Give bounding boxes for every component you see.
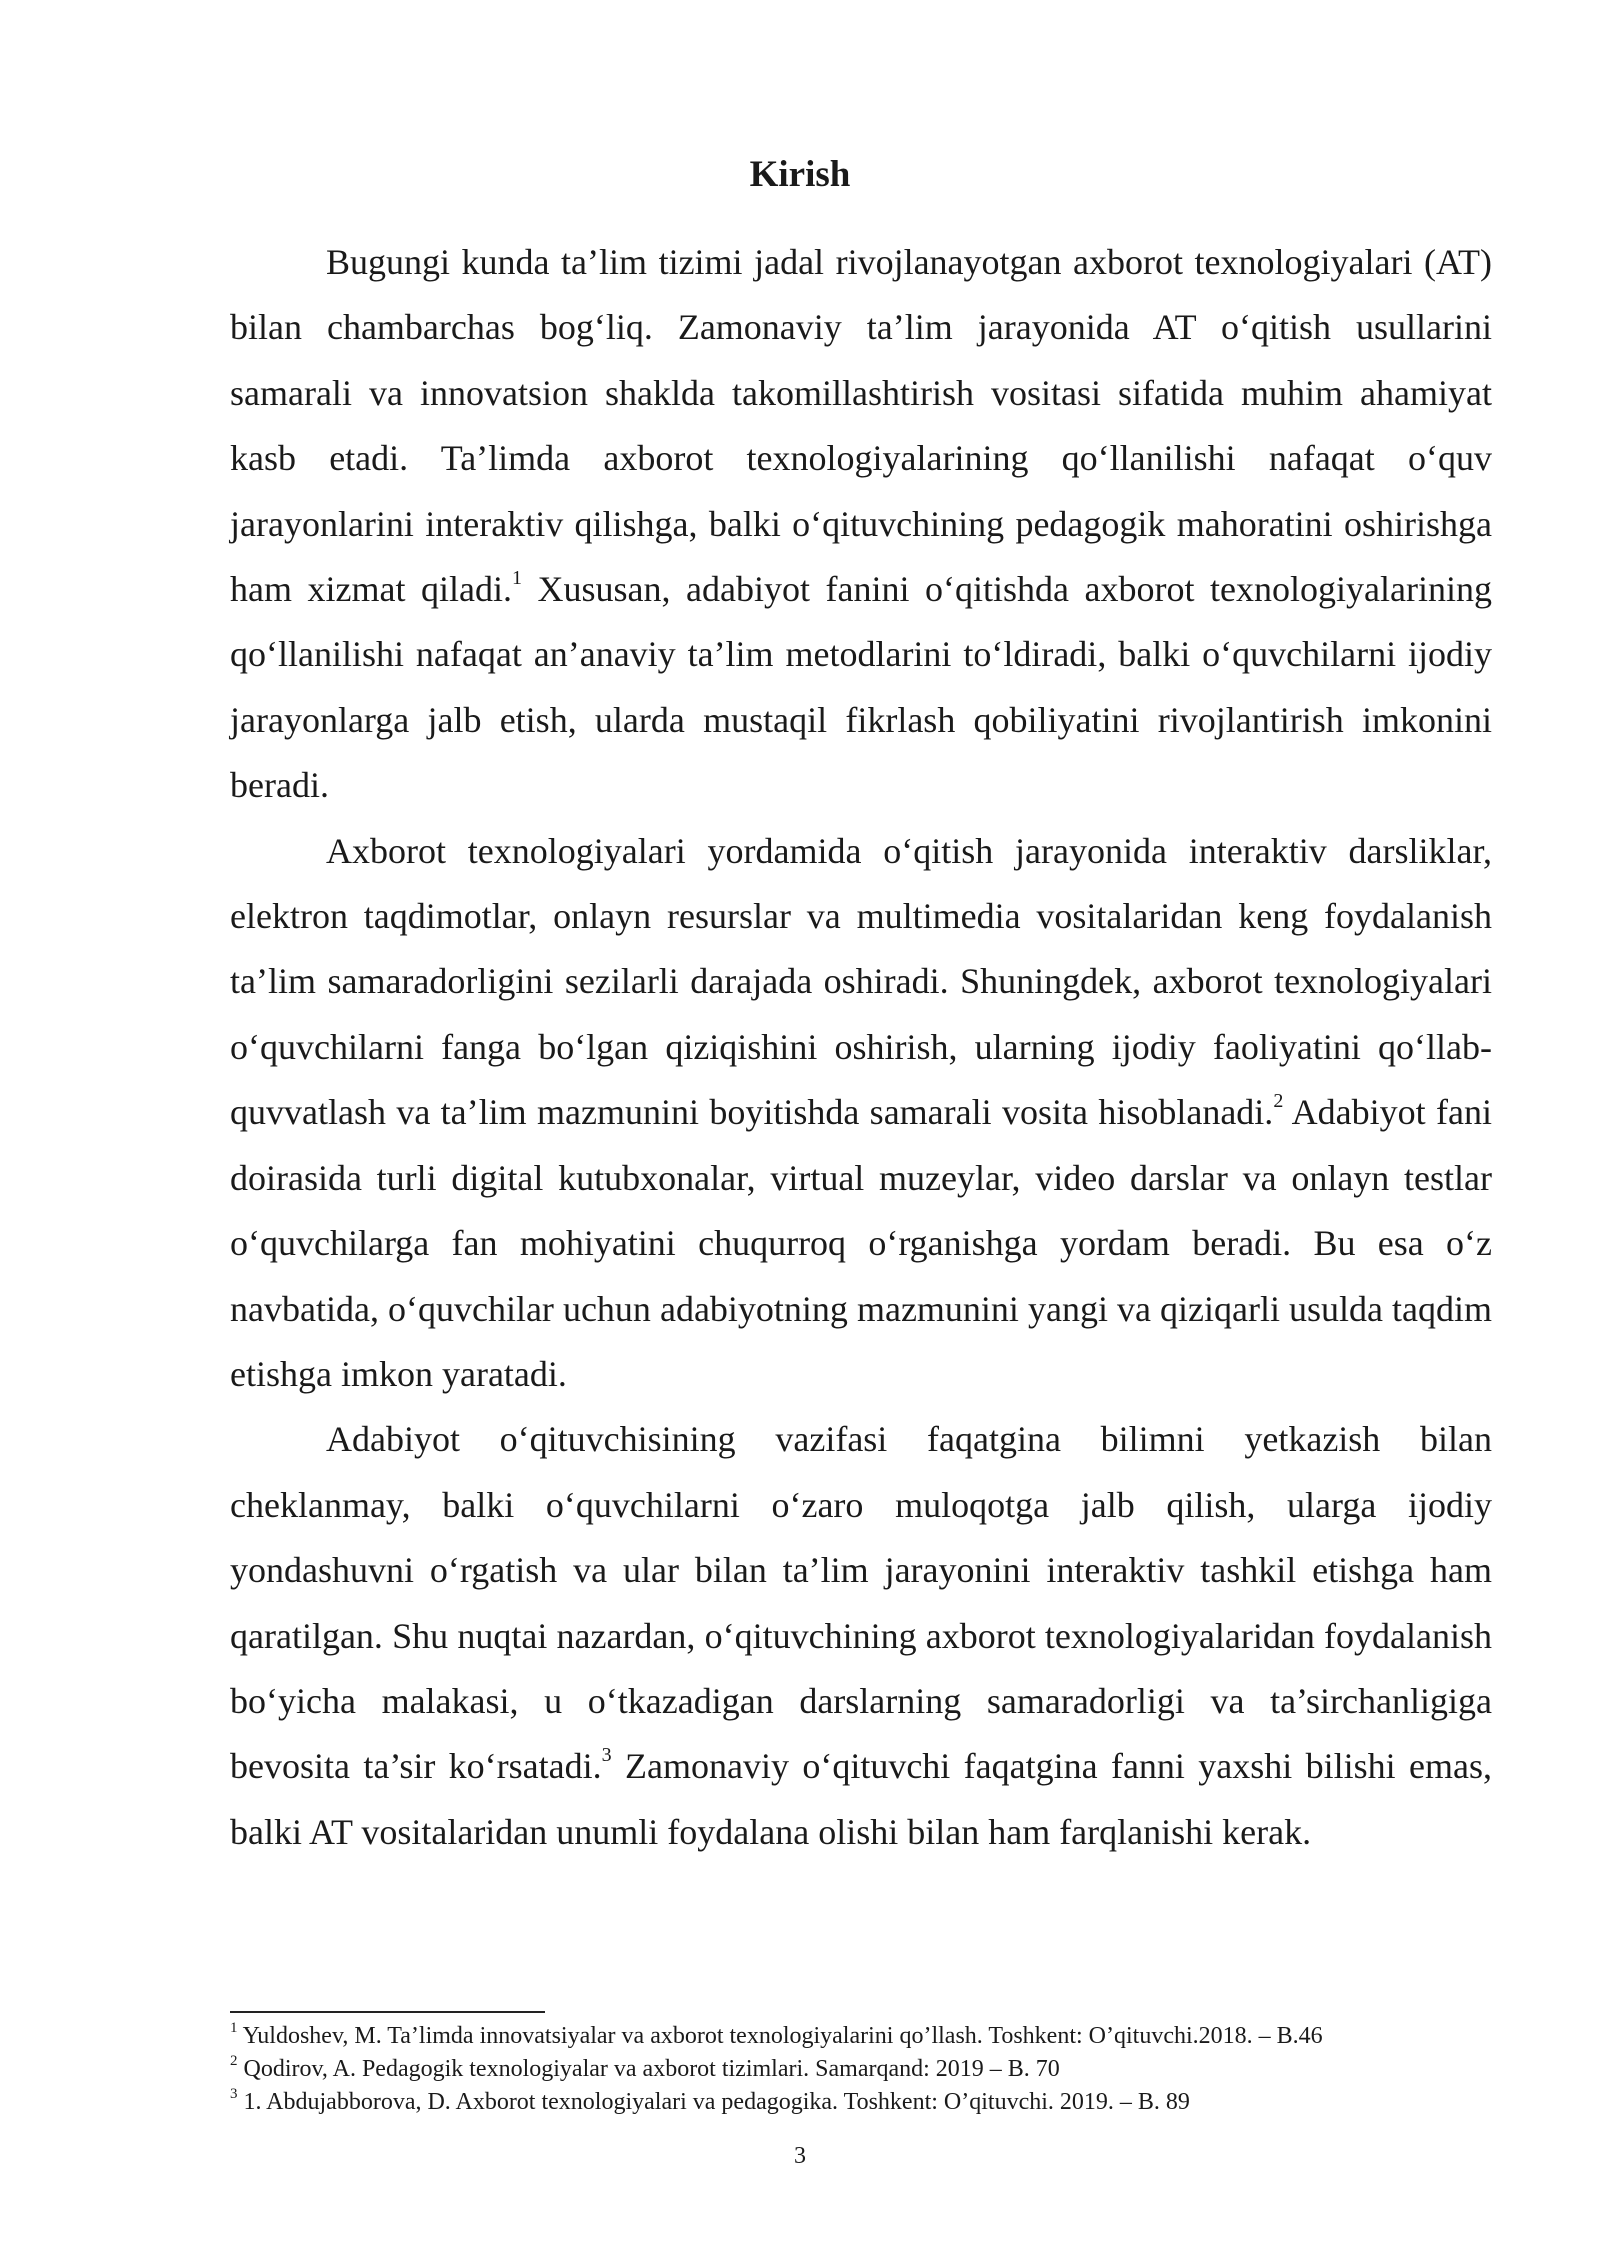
- body-text: [230, 230, 1492, 1865]
- paragraph: [230, 819, 1492, 1408]
- paragraph-text: Xususan, adabiyot fanini o‘qitishda axborot texnologiyalarining qo‘llanilishi nafaqat an’anaviy ta’lim metodlarini to‘ldiradi, balki o‘quvchilarni ijodiy jarayonlarga jalb etish, ularda mustaqil fikrlash qobiliyatini rivojlantirish imkonini beradi.: [230, 569, 1492, 806]
- footnote: [230, 2053, 1530, 2086]
- section-title: Kirish: [749, 154, 851, 195]
- paragraph-text: Zamonaviy o‘qituvchi faqatgina fanni yaxshi bilishi emas, balki AT vositalaridan unumli foydalana olishi bilan ham farqlanishi kerak.: [230, 1746, 1493, 1852]
- paragraph-text: Adabiyot o‘qituvchisining vazifasi faqatgina bilimni yetkazish bilan cheklanmay, balki o‘quvchilarni o‘zaro muloqotga jalb qilish, ularga ijodiy yondashuvni o‘rgatish va ular bilan ta’lim jarayonini interaktiv tashkil etishga ham qaratilgan. Shu nuqtai nazardan, o‘qituvchining axborot texnologiyalaridan foydalanish bo‘yicha malakasi, u o‘tkazadigan darslarning samaradorligi va ta’sirchanligiga bevosita ta’sir ko‘rsatadi.: [230, 1419, 1492, 1787]
- footnote-text: Qodirov, A. Pedagogik texnologiyalar va axborot tizimlari. Samarqand: 2019 – B. 70: [237, 2056, 1060, 2082]
- footnote-number: 2: [230, 2053, 238, 2069]
- footnote-text: Yuldoshev, M. Ta’limda innovatsiyalar va axborot texnologiyalarini qo’llash. Toshkent: O’qituvchi.2018. – B.46: [237, 2023, 1323, 2049]
- footnote: [230, 2086, 1530, 2119]
- footnote: [230, 2020, 1530, 2053]
- footnote-text: 1. Abdujabborova, D. Axborot texnologiyalari va pedagogika. Toshkent: O’qituvchi. 2019. – B. 89: [237, 2089, 1190, 2115]
- paragraph: [230, 1407, 1492, 1865]
- footnote-ref[interactable]: 2: [1273, 1090, 1284, 1113]
- paragraph: [230, 230, 1492, 819]
- footnote-number: 3: [230, 2086, 238, 2102]
- footnote-ref[interactable]: 1: [512, 567, 522, 590]
- footnote-separator: [230, 2011, 545, 2013]
- footnote-number: 1: [230, 2020, 238, 2036]
- paragraph-text: Adabiyot fani doirasida turli digital kutubxonalar, virtual muzeylar, video darslar va onlayn testlar o‘quvchilarga fan mohiyatini chuqurroq o‘rganishga yordam beradi. Bu esa o‘z navbatida, o‘quvchilar uchun adabiyotning mazmunini yangi va qiziqarli usulda taqdim etishga imkon yaratadi.: [230, 1092, 1492, 1394]
- paragraph-text: Axborot texnologiyalari yordamida o‘qitish jarayonida interaktiv darsliklar, elektron taqdimotlar, onlayn resurslar va multimedia vositalaridan keng foydalanish ta’lim samaradorligini sezilarli darajada oshiradi. Shuningdek, axborot texnologiyalari o‘quvchilarni fanga bo‘lgan qiziqishini oshirish, ularning ijodiy faoliyatini qo‘llab-quvvatlash va ta’lim mazmunini boyitishda samarali vosita hisoblanadi.: [230, 830, 1492, 1133]
- page-number: 3: [794, 2143, 806, 2169]
- footnote-ref[interactable]: 3: [601, 1744, 612, 1767]
- paragraph-text: Bugungi kunda ta’lim tizimi jadal rivojlanayotgan axborot texnologiyalari (AT) bilan chambarchas bog‘liq. Zamonaviy ta’lim jarayonida AT o‘qitish usullarini samarali va innovatsion shaklda takomillashtirish vositasi sifatida muhim ahamiyat kasb etadi. Ta’limda axborot texnologiyalarining qo‘llanilishi nafaqat o‘quv jarayonlarini interaktiv qilishga, balki o‘qituvchining pedagogik mahoratini oshirishga ham xizmat qiladi.: [230, 242, 1492, 610]
- footnotes: [230, 2020, 1530, 2119]
